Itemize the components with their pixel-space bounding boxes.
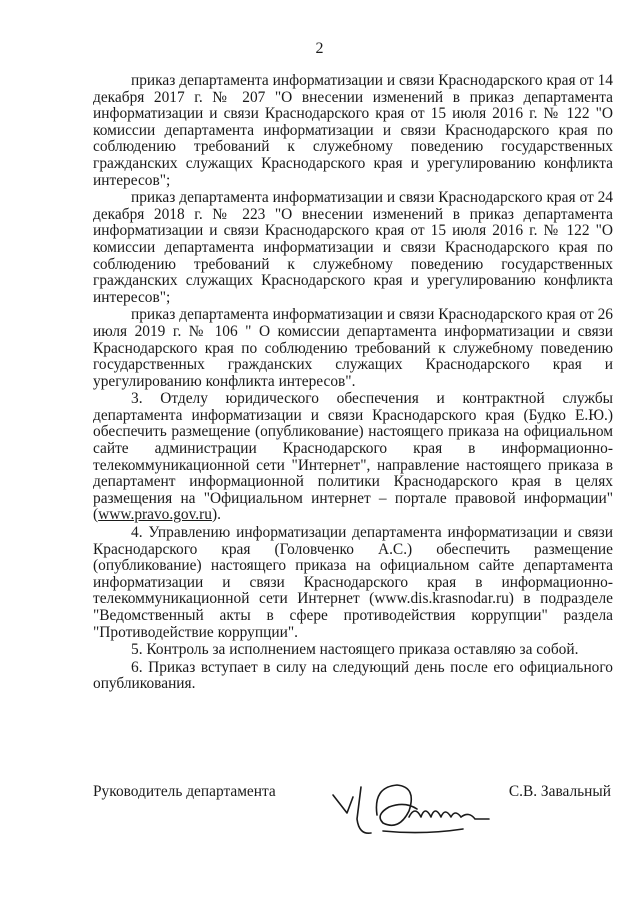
item-3-closing: ). bbox=[211, 506, 221, 524]
paragraph-item-3 bbox=[93, 391, 613, 524]
handwritten-signature bbox=[313, 775, 513, 855]
paragraph-item-6: 6. Приказ вступает в силу на следующий день после его официального опубликования. bbox=[93, 658, 613, 693]
document-body bbox=[93, 73, 613, 693]
paragraph-order-2018: приказ департамента информатизации и связи Краснодарского края от 24 декабря 2018 г. № 223 "О внесении изменений в приказ департамента информатизации и связи Краснодарского края от 15 июля 2016 г. № 122 "О комиссии департамента информатизации и связи Краснодарского края по соблюдению требований к служебному поведению государственных гражданских служащих Краснодарского края и урегулированию конфликта интересов"; bbox=[93, 189, 613, 306]
paragraph-item-5: 5. Контроль за исполнением настоящего приказа оставляю за собой. bbox=[131, 641, 579, 659]
paragraph-order-2017: приказ департамента информатизации и связи Краснодарского края от 14 декабря 2017 г. № 207 "О внесении изменений в приказ департамента информатизации и связи Краснодарского края от 15 июля 2016 г. № 122 "О комиссии департамента информатизации и связи Краснодарского края по соблюдению требований к служебному поведению государственных гражданских служащих Краснодарского края и урегулированию конфликта интересов"; bbox=[93, 72, 613, 189]
page-number: 2 bbox=[315, 40, 324, 57]
signer-title: Руководитель департамента bbox=[93, 783, 276, 800]
paragraph-order-2019: приказ департамента информатизации и связи Краснодарского края от 26 июля 2019 г. № 106 " О комиссии департамента информатизации и связи Краснодарского края по соблюдению требований к служебному поведению государственных гражданских служащих Краснодарского края и урегулированию конфликта интересов". bbox=[93, 306, 613, 390]
pravo-gov-link: www.pravo.gov.ru bbox=[98, 506, 212, 524]
signer-name: С.В. Завальный bbox=[508, 783, 611, 800]
paragraph-item-4: 4. Управлению информатизации департамента информатизации и связи Краснодарского края (Головченко А.С.) обеспечить размещение (опубликование) настоящего приказа на официальном сайте департамента информатизации и связи Краснодарского края в информационно-телекоммуникационной сети Интернет (www.dis.krasnodar.ru) в подразделе "Ведомственный акты в сфере противодействия коррупции" раздела "Противодействие коррупции". bbox=[93, 524, 613, 641]
item-3-text: 3. Отделу юридического обеспечения и контрактной службы департамента информатизации и связи Краснодарского края (Будко Е.Ю.) обеспечить размещение (опубликование) настоящего приказа на официальном сайте администрации Краснодарского края в информационно-телекоммуникационной сети "Интернет", направление настоящего приказа в департамент информационной политики Краснодарского края в целях размещения на "Официальном интернет – портале правовой информации" ( bbox=[93, 390, 613, 524]
signature-block bbox=[93, 783, 613, 873]
